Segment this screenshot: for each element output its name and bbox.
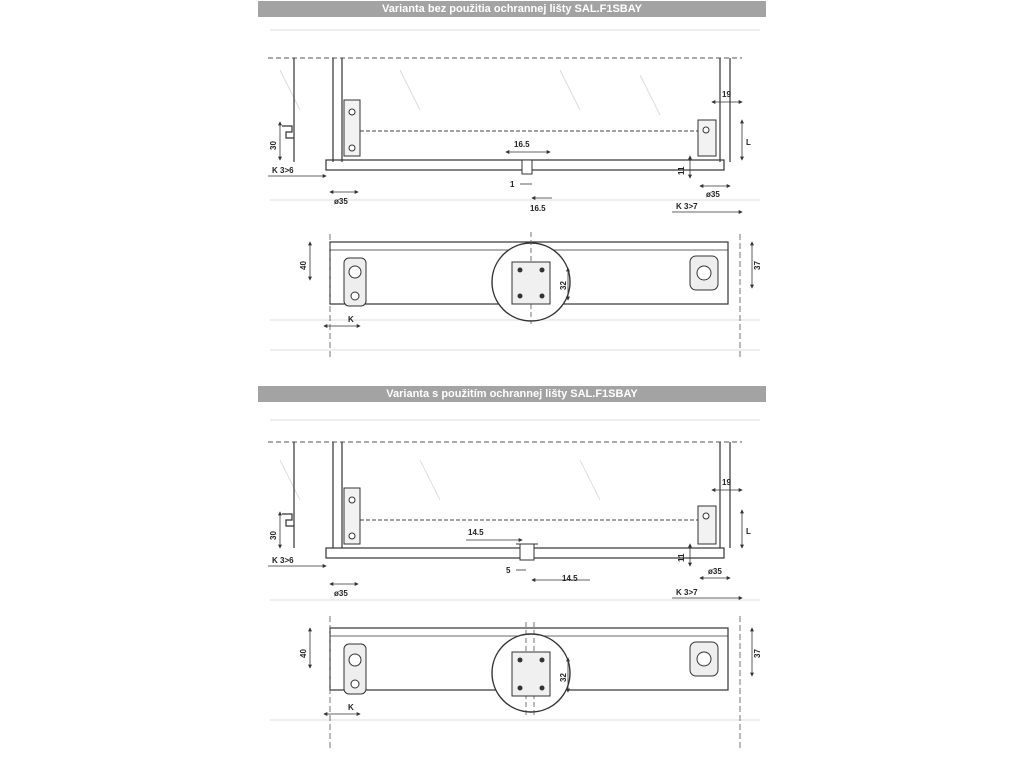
label-k-left: K 3>6 [272, 556, 294, 565]
label-dim-30: 30 [269, 531, 278, 540]
label-dim-30: 30 [269, 141, 278, 150]
label-dim-40: 40 [299, 261, 308, 270]
detail-circle [492, 232, 570, 324]
label-k-left: K 3>6 [272, 166, 294, 175]
label-center-top: 14.5 [468, 528, 484, 537]
left-hinge-cup [344, 258, 366, 306]
label-dim-37: 37 [753, 261, 762, 270]
center-connector [522, 160, 532, 174]
right-hinge [698, 120, 716, 156]
label-dim-L: L [746, 138, 751, 147]
label-center-bottom: 16.5 [530, 204, 546, 213]
left-side-panel [282, 442, 342, 548]
label-dim-19: 19 [722, 90, 731, 99]
label-dim-11: 11 [677, 553, 686, 562]
label-k-right: K 3>7 [676, 202, 698, 211]
label-dim-40: 40 [299, 649, 308, 658]
left-hinge [344, 488, 360, 544]
label-dim-32: 32 [559, 281, 568, 290]
label-phi-right: ø35 [706, 190, 720, 199]
section-1-title: Varianta bez použitia ochrannej lišty SAL.F1SBAY [258, 1, 766, 17]
section-2 [268, 420, 762, 748]
left-side-panel [282, 58, 342, 162]
right-hinge-cup [690, 642, 718, 676]
label-dim-32: 32 [559, 673, 568, 682]
label-center-bottom: 14.5 [562, 574, 578, 583]
label-k-right: K 3>7 [676, 588, 698, 597]
label-dim-K: K [348, 315, 354, 324]
label-phi-left: ø35 [334, 197, 348, 206]
section-1 [268, 30, 762, 360]
right-side-panel [720, 442, 730, 548]
right-side-panel [720, 58, 730, 162]
label-phi-right: ø35 [708, 567, 722, 576]
left-hinge-cup [344, 644, 366, 694]
label-phi-left: ø35 [334, 589, 348, 598]
label-center-small: 1 [510, 180, 515, 189]
label-center-small: 5 [506, 566, 511, 575]
label-dim-L: L [746, 527, 751, 536]
label-center-top: 16.5 [514, 140, 530, 149]
label-dim-19: 19 [722, 478, 731, 487]
label-dim-11: 11 [677, 166, 686, 175]
label-dim-K: K [348, 703, 354, 712]
section-2-title: Varianta s použitím ochrannej lišty SAL.F1SBAY [258, 386, 766, 402]
label-dim-37: 37 [753, 649, 762, 658]
right-hinge-cup [690, 256, 718, 290]
right-hinge [698, 506, 716, 544]
left-hinge [344, 100, 360, 156]
